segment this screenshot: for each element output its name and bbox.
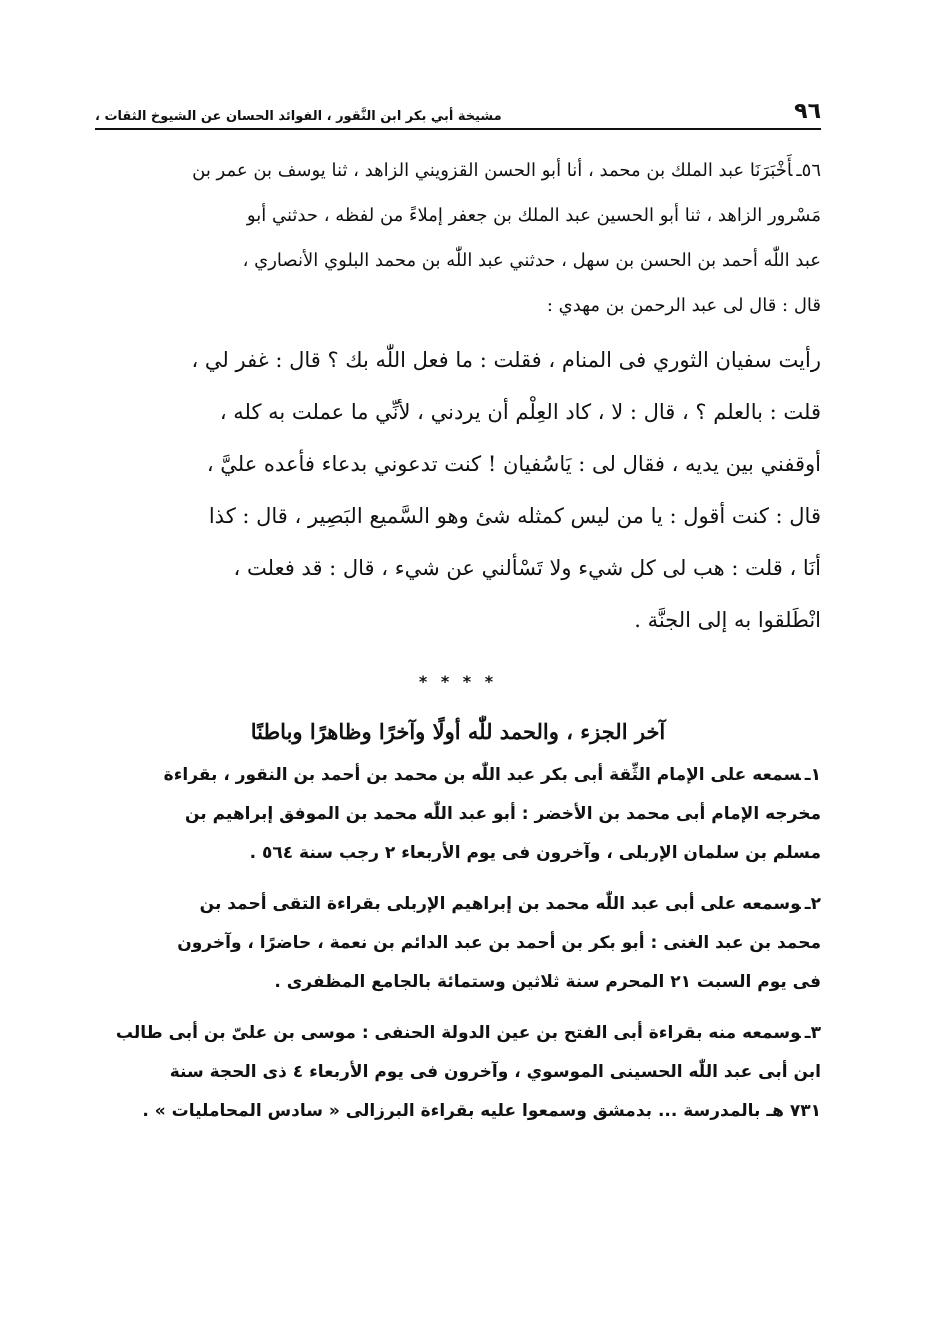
- running-title: مشيخة أبي بكر ابن النَّقور ، الفوائد الحسان عن الشيوخ الثقات ،: [95, 109, 502, 124]
- quote-line: أنَا ، قلت : هب لى كل شيء ولا تَسْألني عن شيء ، قال : قد فعلت ،: [233, 556, 821, 580]
- isnad-line: مَسْرور الزاهد ، ثنا أبو الحسين عبد الملك بن جعفر إملاءً من لفظه ، حدثني أبو: [246, 205, 821, 226]
- quote-line: رأيت سفيان الثوري فى المنام ، فقلت : ما فعل اللّٰه بك ؟ قال : غفر لي ،: [191, 348, 821, 372]
- quote-line: أوقفني بين يديه ، فقال لى : يَاسُفيان ! كنت تدعوني بدعاء فأعده عليَّ ،: [206, 452, 821, 476]
- entry-number: ٥٦ـ: [796, 160, 821, 181]
- note-line: ٣ـوسمعه منه بقراءة أبى الفتح بن عين الدولة الحنفى : موسى بن علىّ بن أبى طالب: [115, 1023, 821, 1043]
- audition-note: [95, 885, 821, 1002]
- quote-line: انْطَلقوا به إلى الجنَّة .: [634, 608, 821, 632]
- quote-line: قال : كنت أقول : يا من ليس كمثله شئ وهو السَّميع البَصِير ، قال : كذا: [208, 504, 821, 528]
- note-line: محمد بن عبد الغنى : أبو بكر بن أحمد بن عبد الدائم بن نعمة ، حاضرًا ، وآخرون: [177, 933, 821, 953]
- hadith-text: [95, 334, 821, 646]
- note-line: ٢ـوسمعه على أبى عبد اللّٰه محمد بن إبراهيم الإربلى بقراءة التقى أحمد بن: [199, 894, 821, 914]
- note-number: ٣ـ: [804, 1023, 821, 1043]
- isnad-line: عبد اللّٰه أحمد بن الحسن بن سهل ، حدثني عبد اللّٰه بن محمد البلوي الأنصاري ،: [242, 250, 821, 271]
- note-line: ابن أبى عبد اللّٰه الحسينى الموسوي ، وآخرون فى يوم الأربعاء ٤ ذى الحجة سنة: [169, 1062, 821, 1082]
- colophon: آخر الجزء ، والحمد للّٰه أولًا وآخرًا وظاهرًا وباطنًا: [250, 719, 666, 744]
- note-line: ٧٣١ هـ بالمدرسة ... بدمشق وسمعوا عليه بقراءة البرزالى « سادس المحامليات » .: [142, 1101, 821, 1121]
- isnad-line: قال : قال لى عبد الرحمن بن مهدي :: [546, 295, 821, 316]
- page-header: [95, 88, 821, 130]
- note-number: ٢ـ: [804, 894, 821, 914]
- section-separator: * * * *: [418, 672, 498, 691]
- audition-note: [95, 1014, 821, 1131]
- note-line: فى يوم السبت ٢١ المحرم سنة ثلاثين وستمائة بالجامع المظفرى .: [274, 972, 821, 992]
- quote-line: قلت : بالعلم ؟ ، قال : لا ، كاد العِلْم أن يردني ، لأنِّي ما عملت به كله ،: [219, 400, 821, 424]
- note-line: ١ـسمعه على الإمام الثِّقة أبى بكر عبد اللّٰه بن محمد بن أحمد بن النقور ، بقراءة: [163, 765, 821, 785]
- note-number: ١ـ: [804, 765, 821, 785]
- isnad: [95, 148, 821, 328]
- isnad-line: ٥٦ـأَخْبَرَنَا عبد الملك بن محمد ، أنا أبو الحسن القزويني الزاهد ، ثنا يوسف بن عمر بن: [192, 160, 821, 181]
- audition-note: [95, 756, 821, 873]
- page-number: ٩٦: [794, 99, 821, 124]
- note-line: مخرجه الإمام أبى محمد بن الأخضر : أبو عبد اللّٰه محمد بن الموفق إبراهيم بن: [184, 804, 821, 824]
- note-line: مسلم بن سلمان الإربلى ، وآخرون فى يوم الأربعاء ٢ رجب سنة ٥٦٤ .: [249, 843, 821, 863]
- book-page: [95, 88, 821, 1131]
- hadith-entry: [95, 148, 821, 646]
